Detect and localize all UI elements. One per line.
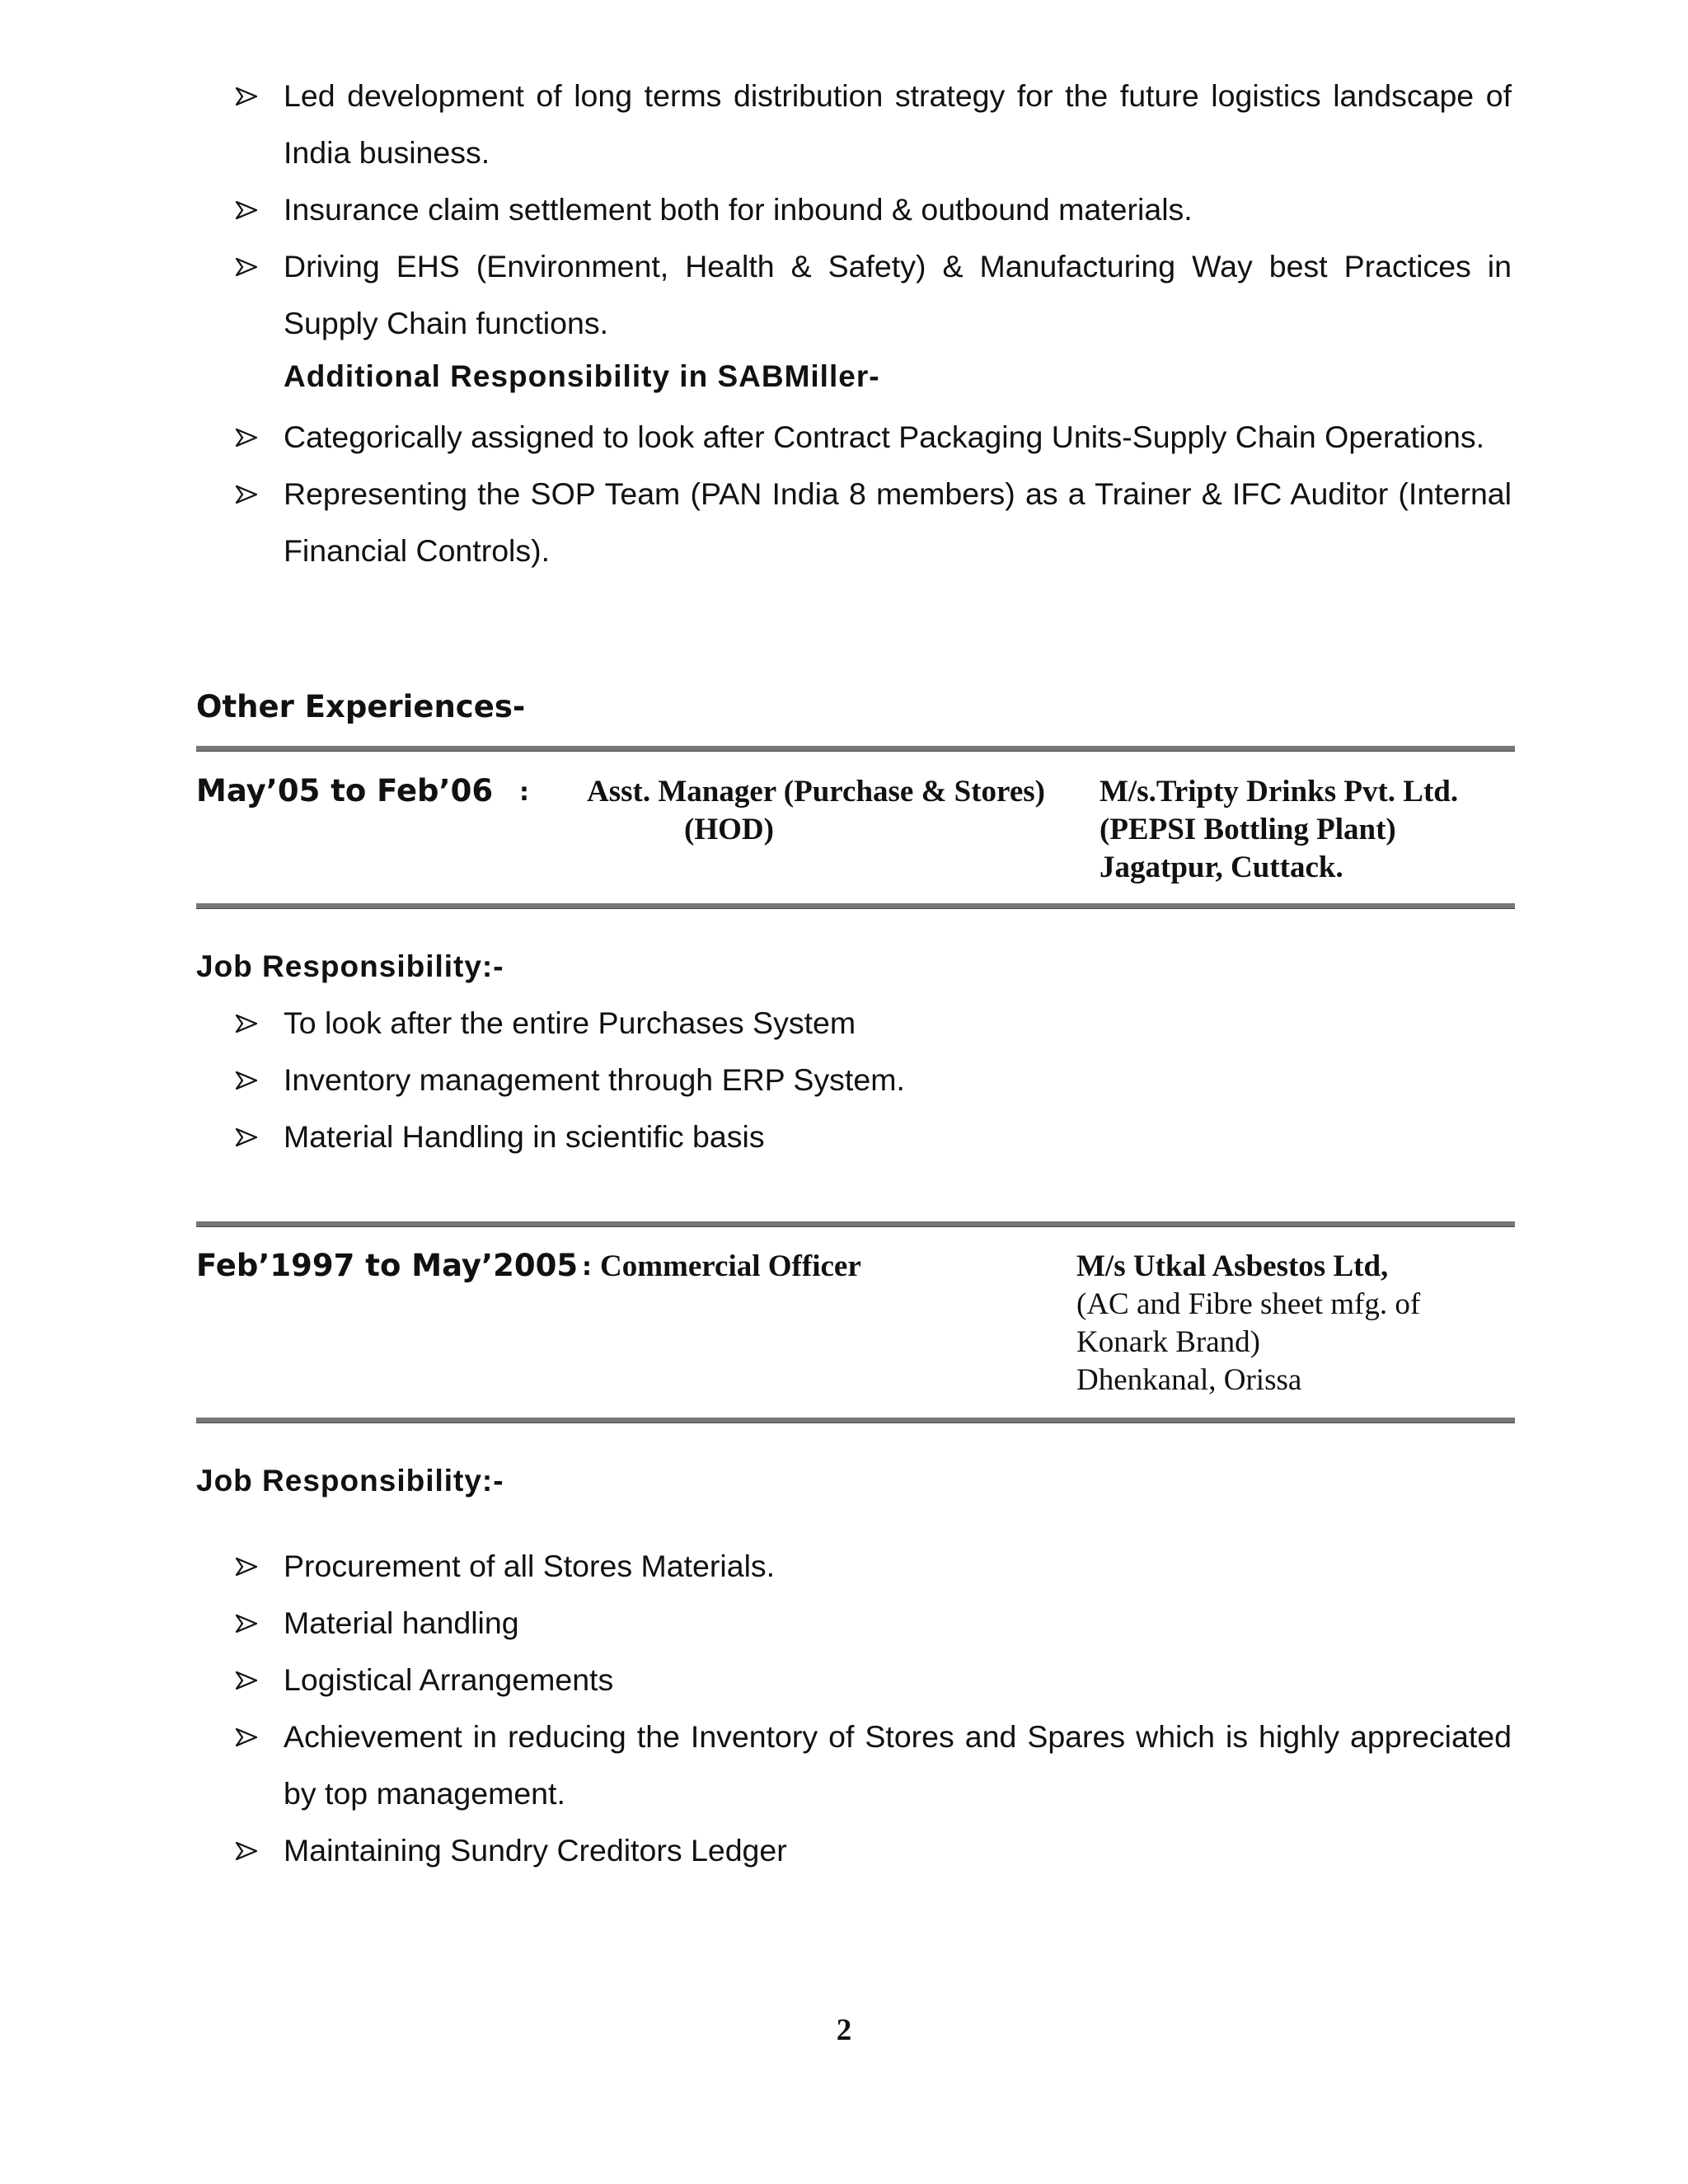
other-experiences-heading: Other Experiences- <box>196 689 526 724</box>
list-item <box>232 238 1512 352</box>
job-role <box>587 773 1045 849</box>
job-responsibility-list <box>232 995 1512 1165</box>
arrow-bullet-icon <box>232 1538 265 1595</box>
arrow-bullet-icon <box>232 68 265 124</box>
organization-detail: (AC and Fibre sheet mfg. of <box>1076 1287 1421 1321</box>
organization-location: Dhenkanal, Orissa <box>1076 1363 1302 1397</box>
job-dates: May’05 to Feb’06 <box>196 773 494 808</box>
additional-responsibility-heading: Additional Responsibility in SABMiller- <box>284 359 880 393</box>
job-organization <box>1076 1248 1420 1399</box>
arrow-bullet-icon <box>232 1108 265 1165</box>
list-item <box>232 1652 1512 1708</box>
list-item-text: Categorically assigned to look after Contract Packaging Units-Supply Chain Operations. <box>284 419 1485 454</box>
list-item-text: Material handling <box>284 1605 519 1640</box>
list-item-text: Driving EHS (Environment, Health & Safety) & Manufacturing Way best Practices in Supply Chain functions. <box>284 249 1512 340</box>
arrow-bullet-icon <box>232 1708 265 1765</box>
job-dates-separator: : <box>582 1253 592 1282</box>
job-dates-separator: : <box>519 778 529 807</box>
list-item-text: To look after the entire Purchases System <box>284 1005 856 1040</box>
divider <box>196 746 1515 752</box>
arrow-bullet-icon <box>232 995 265 1052</box>
responsibilities-list <box>232 68 1512 352</box>
job-responsibility-list <box>232 1538 1512 1879</box>
list-item <box>232 1538 1512 1595</box>
list-item <box>232 995 1512 1052</box>
list-item-text: Material Handling in scientific basis <box>284 1119 765 1154</box>
divider <box>196 1221 1515 1227</box>
job-dates: Feb’1997 to May’2005 <box>196 1248 579 1283</box>
job-role: Commercial Officer <box>600 1249 861 1283</box>
list-item <box>232 68 1512 181</box>
arrow-bullet-icon <box>232 466 265 523</box>
arrow-bullet-icon <box>232 1822 265 1879</box>
list-item <box>232 1108 1512 1165</box>
job-role-line: Asst. Manager (Purchase & Stores) <box>587 775 1045 808</box>
list-item <box>232 1595 1512 1652</box>
list-item-text: Logistical Arrangements <box>284 1662 614 1697</box>
job-organization <box>1100 773 1458 887</box>
list-item-text: Led development of long terms distribution strategy for the future logistics landscape of India business. <box>284 78 1512 170</box>
additional-responsibility-list <box>232 409 1512 579</box>
organization-name: M/s.Tripty Drinks Pvt. Ltd. <box>1100 775 1459 808</box>
job-role-line: (HOD) <box>684 813 774 846</box>
list-item <box>232 181 1512 238</box>
list-item-text: Maintaining Sundry Creditors Ledger <box>284 1833 787 1868</box>
list-item <box>232 1708 1512 1822</box>
arrow-bullet-icon <box>232 1595 265 1652</box>
list-item <box>232 1052 1512 1108</box>
list-item-text: Inventory management through ERP System. <box>284 1062 905 1097</box>
organization-detail: (PEPSI Bottling Plant) <box>1100 813 1396 846</box>
divider <box>196 903 1515 909</box>
arrow-bullet-icon <box>232 409 265 466</box>
list-item <box>232 409 1512 466</box>
arrow-bullet-icon <box>232 1052 265 1108</box>
page-number: 2 <box>836 2013 852 2047</box>
arrow-bullet-icon <box>232 1652 265 1708</box>
list-item <box>232 1822 1512 1879</box>
divider <box>196 1418 1515 1423</box>
job-responsibility-heading: Job Responsibility:- <box>196 1464 504 1497</box>
list-item-text: Procurement of all Stores Materials. <box>284 1549 776 1583</box>
organization-detail: Konark Brand) <box>1076 1325 1260 1359</box>
list-item-text: Insurance claim settlement both for inbound & outbound materials. <box>284 192 1193 227</box>
organization-name: M/s Utkal Asbestos Ltd, <box>1076 1249 1389 1283</box>
arrow-bullet-icon <box>232 181 265 238</box>
list-item-text: Achievement in reducing the Inventory of Stores and Spares which is highly appreciated by top management. <box>284 1719 1512 1811</box>
list-item-text: Representing the SOP Team (PAN India 8 members) as a Trainer & IFC Auditor (Internal Financial Controls). <box>284 476 1512 568</box>
arrow-bullet-icon <box>232 238 265 295</box>
list-item <box>232 466 1512 579</box>
job-responsibility-heading: Job Responsibility:- <box>196 949 504 983</box>
organization-location: Jagatpur, Cuttack. <box>1100 851 1343 884</box>
